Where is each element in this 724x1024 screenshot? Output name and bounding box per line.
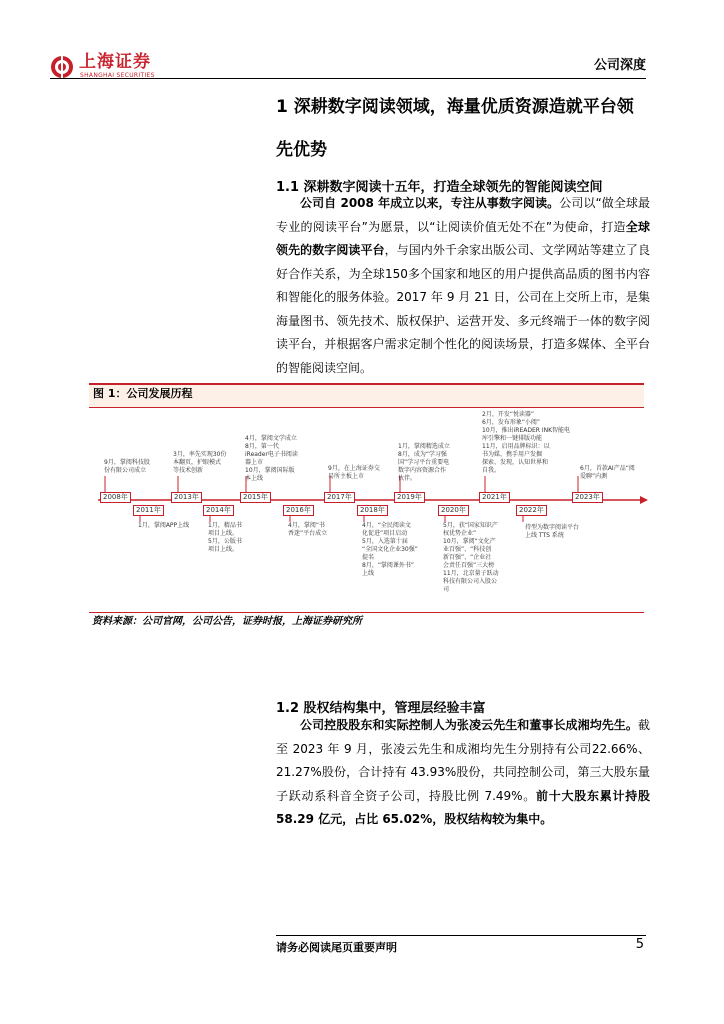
doc-type-label: 公司深度 [593,58,646,73]
brand-logo-icon [50,55,74,79]
event-line: iReader电子书阅读 [245,451,298,458]
paragraph-2 [276,714,650,832]
paragraph-1-text-b: ，与国内外千余家出版公司、文学网站等建立了良好合作关系，为全球150多个国家和地区的用户提供高品质的图书内容和智能化的服务体验。2017 年 9 月 21 日，公司在上交所上市，是集海量图书、领先技术、版权保护、运营开发、多元终端于一体的数字阅读平台，并根据客户需求定制个性化的阅读场景，打造多媒体、全平台的智能阅读空间。 [276,243,650,375]
event-line: 5月，获“国家知识产 [443,522,498,529]
year-tag: 2011年 [133,505,164,516]
year-tag: 2021年 [479,492,510,503]
event-line: 易所主板上市 [328,473,365,480]
event-line: 等技术创新 [173,467,204,474]
event-line: 司 [443,586,450,593]
timeline-event [362,522,418,578]
year-tag: 2022年 [516,505,547,516]
event-line: 香迷”平台成立 [288,530,328,537]
year-tag: 2015年 [240,492,271,503]
event-line: 伙伴。 [398,475,417,482]
footer-disclaimer: 请务必阅读尾页重要声明 [276,941,397,954]
event-line: 化促进”项目启动 [362,530,408,537]
paragraph-1 [276,192,650,380]
event-line: 6月，首款AI产品“阅 [580,465,635,472]
year-tag: 2023年 [572,492,603,503]
year-tag: 2018年 [357,505,388,516]
event-line: 11月，启用品牌标识：以 [482,443,550,450]
event-line: 提名 [362,554,375,561]
event-line: 9月，在上海证券交 [328,465,380,472]
paragraph-2-bold-tail: 前十大股东累计持股 58.29 亿元，占比 65.02%，股权结构较为集中。 [276,788,650,826]
event-line: 1月，掌阅精选成立 [398,443,450,450]
timeline-event [104,459,150,475]
event-line: 器上市 [245,459,264,466]
event-line: 项目上线。 [208,546,239,553]
page-number: 5 [635,937,644,952]
timeline-event [245,435,298,483]
event-line: 10月，掌阅“文化产 [443,538,496,545]
figure-title: 图 1：公司发展历程 [93,387,193,400]
event-line: 自我。 [482,467,501,474]
event-line: 5月，公版书 [208,538,242,545]
event-line: 1月，精品书 [208,522,242,529]
subsection-title-1-2: 1.2 股权结构集中，管理层经验丰富 [276,701,486,716]
event-line: 项目上线。 [208,530,239,537]
event-line: 3月，率先实现30份 [173,451,227,458]
timeline-event [525,524,579,540]
event-line: 权优势企业” [443,530,477,537]
timeline-event [443,522,499,594]
event-line: 5月，入选第十届 [362,538,408,545]
event-line: 6月，发布形象“小阅” [482,419,541,426]
event-line: 9月，掌阅科技股 [104,459,150,466]
figure-source-divider [89,612,644,613]
event-line: 10月，掌阅国际版 [245,467,295,474]
section-title [276,90,656,167]
timeline-event [482,411,570,475]
event-line: 书为媒，携手用户发掘 [482,451,543,458]
paragraph-1-bold-mid: 全球领先的数字阅读平台 [276,219,650,257]
section-title-line1: 1 深耕数字阅读领域，海量优质资源造就平台领 [276,97,634,117]
event-line: 爱聊”内测 [580,473,608,480]
event-line: 业百强”、“科技创 [443,546,492,553]
header-divider [50,78,646,79]
brand-name-en: SHANGHAI SECURITIES [80,72,155,79]
year-tag: 2014年 [203,505,234,516]
brand-name: 上海证券 [79,52,151,72]
timeline-event [288,522,327,538]
event-line: 本翻页，护眼模式 [173,459,222,466]
event-line: 库引擎和一键排版功能 [482,435,543,442]
event-line: 探索、发现，认知世界和 [482,459,549,466]
timeline-event [173,451,226,475]
event-line: 上线 [362,570,375,577]
event-line: 持型为数字阅读平台 [525,524,580,531]
event-line: 科技有限公司入股公 [443,578,498,585]
year-tag: 2017年 [324,492,355,503]
event-line: 新百强”、“企业社 [443,554,492,561]
timeline-event [328,465,380,481]
year-tag: 2020年 [438,505,469,516]
timeline-event [208,522,242,554]
year-tag: 2019年 [394,492,425,503]
figure-source: 资料来源：公司官网，公司公告，证券时报，上海证券研究所 [92,616,362,627]
timeline-event [398,443,450,483]
event-line: 2月，开发“悦读器” [482,411,535,418]
event-line: “全国文化企业30强” [362,546,418,553]
year-tag: 2008年 [100,492,131,503]
event-line: 4月，掌阅“书 [288,522,325,529]
paragraph-1-text-a: 公司以“做全球最专业的阅读平台”为愿景，以“让阅读价值无处不在”为使命，打造 [276,196,650,234]
subsection-title-1-1: 1.1 深耕数字阅读十五年，打造全球领先的智能阅读空间 [276,180,603,195]
paragraph-1-bold-lead: 公司自 2008 年成立以来，专注从事数字阅读。 [300,196,560,210]
event-line: 8月，成为“学习强 [398,451,447,458]
event-line: 4月，掌阅文学成立 [245,435,297,442]
timeline-event [580,465,635,481]
year-tag: 2013年 [171,492,202,503]
footer-divider [276,935,646,936]
event-line: 11月，北京量子跃动 [443,570,499,577]
event-line: 8月，“掌阅课外书” [362,562,415,569]
event-line: 8月，第一代 [245,443,279,450]
event-line: 上线 TTS 系统 [525,532,564,539]
event-line: 数字内容资源合作 [398,467,447,474]
event-line: 国”学习平台重要电 [398,459,450,466]
event-line: 10月，推出iREADER INK智能电 [482,427,571,434]
section-title-line2: 先优势 [276,140,327,160]
event-line: 4月，“全民阅读文 [362,522,411,529]
paragraph-2-text: 截至 2023 年 9 月，张凌云先生和成湘均先生分别持有公司22.66%、21.27%股份，合计持有 43.93%股份，共同控制公司，第三大股东量子跃动系科音全资子公司，持股比例 7.49%。 [276,718,650,803]
event-line: 1月，掌阅APP上线 [138,522,190,529]
timeline-arrow-icon [640,496,648,504]
year-tag: 2016年 [283,505,314,516]
event-line: 本上线 [245,475,264,482]
timeline-event [138,522,189,530]
paragraph-2-bold-lead: 公司控股股东和实际控制人为张凌云先生和董事长成湘均先生。 [300,718,638,732]
event-line: 份有限公司成立 [104,467,147,474]
event-line: 会责任百强”三大榜 [443,562,495,569]
